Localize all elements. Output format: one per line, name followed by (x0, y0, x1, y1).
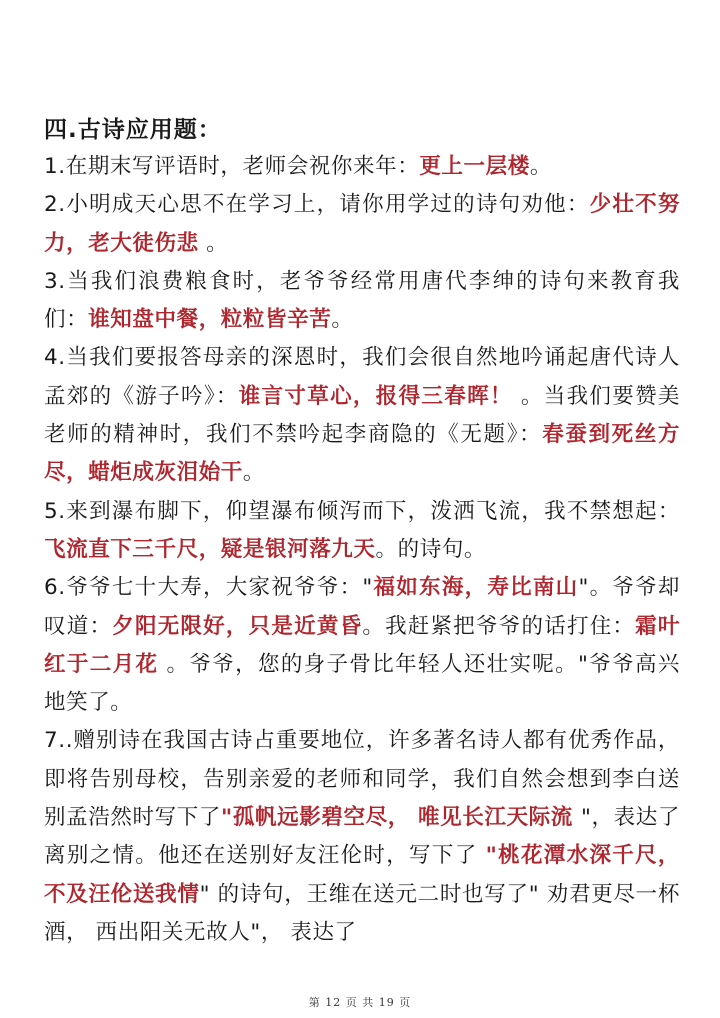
question-text: 2.小明成天心思不在学习上，请你用学过的诗句劝他： (44, 192, 590, 218)
footer-suffix: 页 (399, 996, 412, 1009)
question-5 (44, 493, 680, 570)
answer-text: 谁知盘中餐，粒粒皆辛苦 (88, 307, 332, 333)
document-page (44, 112, 680, 952)
answer-text: 春蚕到死丝方尽，蜡炬成灰泪始干 (44, 422, 680, 486)
question-text: 7..赠别诗在我国古诗占重要地位，许多著名诗人都有优秀作品，即将告别母校，告别亲爱的老师和同学，我们自然会想到李白送别孟浩然时写下了 (44, 728, 680, 831)
question-text: 。 (529, 154, 552, 179)
total-page-number: 19 (378, 996, 395, 1009)
question-text: 。 (331, 307, 354, 333)
answer-text: "孤帆远影碧空尽， 唯见长江天际流 (221, 805, 581, 831)
question-text: 6.爷爷七十大寿，大家祝爷爷：" (44, 575, 373, 601)
question-7 (44, 722, 680, 952)
question-1 (44, 148, 680, 186)
answer-text: 飞流直下三千尺，疑是银河落九天 (44, 536, 376, 562)
question-text: 。 (242, 460, 266, 486)
answer-text: "桃花潭水深千尺，不及汪伦送我情 (44, 843, 680, 907)
question-text: " 的诗句，王维在送元二时也写了" 劝君更尽一杯酒， 西出阳关无故人"， 表达了 (44, 881, 680, 945)
section-heading: 四.古诗应用题： (44, 117, 222, 143)
question-text: 。的诗句。 (375, 536, 487, 562)
answer-text: 更上一层楼 (419, 154, 530, 179)
question-text: 。当我们要赞美老师的精神时，我们不禁吟起李商隐的《无题》： (44, 383, 681, 448)
answer-text: 霜叶红于二月花 (44, 613, 681, 677)
question-text: "，表达了离别之情。他还在送别好友汪伦时，写下了 (44, 805, 680, 869)
answer-text: 少壮不努力，老大徒伤悲 (44, 192, 680, 256)
answer-text: 谁言寸草心，报得三春晖！ (238, 383, 513, 409)
question-text: 1.在期末写评语时，老师会祝你来年： (44, 154, 420, 179)
question-text: "。爷爷却叹道： (44, 575, 680, 639)
question-text: 4.当我们要报答母亲的深恩时，我们会很自然地吟诵起唐代诗人孟郊的《游子吟》： (44, 345, 680, 409)
question-4 (44, 339, 680, 492)
question-2 (44, 186, 680, 263)
answer-text: 福如东海，寿比南山 (372, 575, 579, 601)
footer-prefix: 第 (308, 996, 321, 1009)
question-text: 3.当我们浪费粮食时，老爷爷经常用唐代李绅的诗句来教育我们： (44, 268, 680, 333)
question-text: 。我赶紧把爷爷的话打住： (362, 613, 636, 639)
current-page-number: 12 (325, 996, 342, 1009)
footer-middle: 页 共 (345, 996, 375, 1009)
question-text: 。爷爷，您的身子骨比年轻人还壮实呢。"爷爷高兴地笑了。 (44, 651, 680, 716)
question-6 (44, 569, 680, 722)
question-text: 。 (198, 230, 229, 256)
question-text: 5.来到瀑布脚下，仰望瀑布倾泻而下，泼洒飞流，我不禁想起： (44, 498, 680, 524)
answer-text: 夕阳无限好，只是近黄昏 (112, 613, 363, 639)
question-3 (44, 263, 680, 340)
page-footer (0, 994, 720, 1010)
